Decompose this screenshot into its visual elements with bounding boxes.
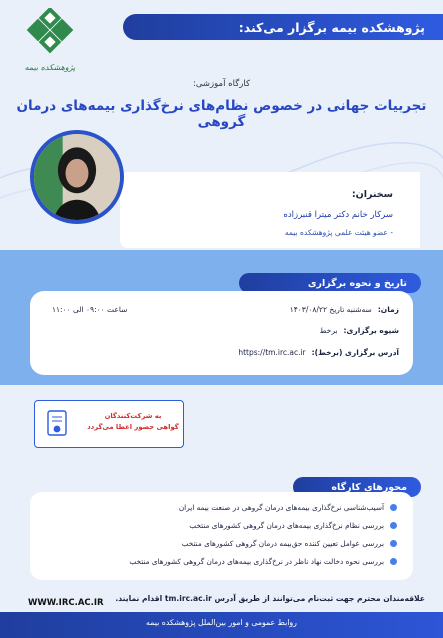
list-item — [129, 557, 397, 566]
list-item — [189, 521, 397, 530]
topics-section-label: محورهای کارگاه — [331, 481, 407, 493]
speaker-heading: سخنران: — [351, 189, 393, 200]
topic-text: بررسی نحوه دخالت نهاد ناظر در نرخ‌گذاری بیمه‌های درمان گروهی کشورهای منتخب — [129, 557, 384, 566]
mode-label: شیوه برگزاری: — [343, 326, 399, 335]
schedule-card — [30, 291, 413, 375]
topic-text: بررسی عوامل تعیین کننده حق‌بیمه درمان گروهی کشورهای منتخب — [181, 539, 384, 548]
bullet-icon — [390, 522, 397, 529]
certificate-icon — [47, 410, 67, 438]
registration-note: علاقه‌مندان محترم جهت ثبت‌نام می‌توانند از طریق آدرس tm.irc.ac.ir اقدام نمایند. — [115, 594, 425, 603]
time-value: سه‌شنبه تاریخ ۱۴۰۳/۰۸/۲۲ — [289, 305, 372, 314]
speaker-portrait-frame — [30, 130, 124, 224]
topics-card — [30, 492, 413, 580]
bullet-icon — [390, 504, 397, 511]
mode-row — [320, 326, 399, 335]
event-title: تجربیات جهانی در خصوص نظام‌های نرخ‌گذاری بیمه‌های درمان گروهی — [16, 98, 427, 130]
speaker-portrait-image — [34, 134, 120, 220]
certificate-box — [34, 400, 184, 448]
footer-text: روابط عمومی و امور بین‌الملل پژوهشکده بیمه — [146, 618, 297, 627]
header-banner-text: پژوهشکده بیمه برگزار می‌کند: — [238, 19, 425, 35]
schedule-section-title — [239, 273, 421, 293]
time-label: زمان: — [377, 305, 399, 314]
logo-caption: پژوهشکده بیمه — [24, 63, 76, 72]
bullet-icon — [390, 540, 397, 547]
address-label: آدرس برگزاری (برخط): — [311, 348, 399, 357]
speaker-name: سرکار خانم دکتر میترا قنبرزاده — [283, 210, 393, 220]
speaker-role: - عضو هیئت علمی پژوهشکده بیمه — [284, 228, 393, 237]
certificate-line-2: گواهی حضور اعطا می‌گردد — [87, 422, 179, 431]
mode-value: برخط — [319, 326, 338, 335]
list-item — [179, 503, 397, 512]
topic-text: بررسی نظام نرخ‌گذاری بیمه‌های درمان گروهی کشورهای منتخب — [189, 521, 384, 530]
website-link[interactable]: WWW.IRC.AC.IR — [28, 598, 104, 608]
address-row — [238, 348, 399, 357]
header-banner — [123, 14, 443, 40]
certificate-line-1: به شرکت‌کنندگان — [104, 412, 162, 420]
time-row — [290, 305, 399, 314]
time-hours: ساعت ۰۹:۰۰ الی ۱۱:۰۰ — [52, 305, 128, 314]
schedule-section-label: تاریخ و نحوه برگزاری — [307, 277, 407, 289]
event-kind: کارگاه آموزشی: — [192, 79, 250, 89]
list-item — [182, 539, 397, 548]
address-link[interactable]: https://tm.irc.ac.ir — [238, 348, 306, 357]
certificate-text — [83, 411, 183, 432]
topic-text: آسیب‌شناسی نرخ‌گذاری بیمه‌های درمان گروهی در صنعت بیمه ایران — [178, 503, 384, 512]
bullet-icon — [390, 558, 397, 565]
